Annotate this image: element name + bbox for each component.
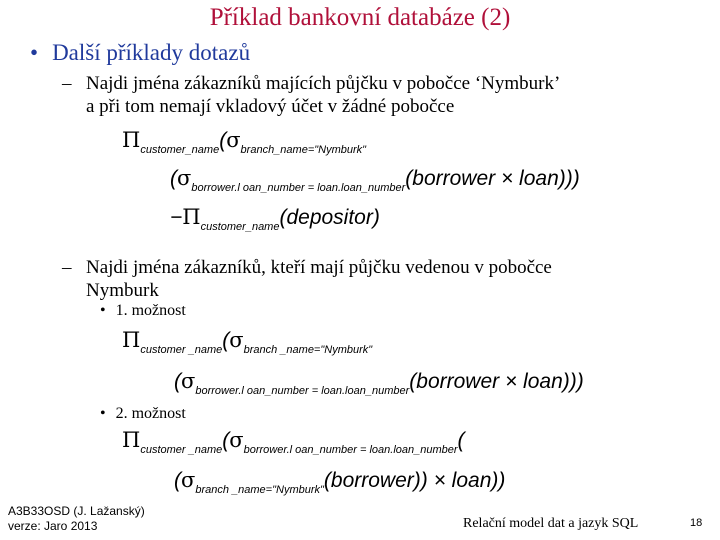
bullet-marker: •	[30, 40, 39, 65]
q1-branch-condition: branch_name="Nymburk"	[240, 144, 367, 156]
footer-author	[8, 504, 145, 534]
slide-title: Příklad bankovní databáze (2)	[209, 4, 511, 31]
page-number: 18	[690, 517, 703, 529]
q2-opt1-formula-line2: ($\sigma_{borrower.l oan\_number = loan.loan\_number}(borrower$ × loan)))	[174, 369, 584, 397]
query1-line2: a při tom nemají vkladový účet v žádné pobočce	[86, 96, 455, 117]
q2-opt2-branch-condition: branch _name="Nymburk"	[195, 484, 324, 496]
sigma-symbol: σ	[177, 166, 192, 190]
q1-join-condition: borrower.l oan_number = loan.loan_number	[191, 182, 406, 194]
q1-projection-attr2: customer_name	[200, 221, 280, 233]
q1-depositor: (depositor)	[279, 206, 380, 229]
footer-version-line: verze: Jaro 2013	[8, 519, 98, 533]
q1-paren: (	[219, 129, 227, 152]
q2-opt2-relation: (borrower)) × loan))	[323, 469, 506, 492]
query2-line1: Najdi jména zákazníků, kteří mají půjčku vedenou v pobočce	[86, 257, 552, 278]
sigma-symbol: σ	[181, 468, 196, 492]
sigma-symbol: σ	[229, 328, 244, 352]
minus-symbol: −	[170, 206, 183, 229]
pi-symbol: Π	[122, 428, 141, 452]
option2-label: • 2. možnost	[100, 405, 186, 422]
q2-opt1-formula-line1: $\Pi_{customer \_name}(\sigma_{branch \_name="Nymburk"}$	[122, 328, 373, 356]
bullet-text: Další příklady dotazů	[52, 40, 251, 65]
q2-opt2-join-condition: borrower.l oan_number = loan.loan_number	[243, 444, 458, 456]
q2-join-condition: borrower.l oan_number = loan.loan_number	[195, 385, 410, 397]
q1-formula-line1	[122, 128, 367, 156]
q1-formula-line3	[170, 205, 380, 233]
dash-marker: –	[62, 73, 72, 94]
q2-opt2-formula-line1: $\Pi_{customer \_name}(\sigma_{borrower.l oan\_number = loan.loan\_number}$(	[122, 428, 465, 456]
pi-symbol: Π	[122, 128, 141, 152]
q2-projection-attr: customer _name	[140, 344, 223, 356]
q2-relation: (borrower × loan)))	[409, 370, 584, 393]
query1-text	[62, 72, 702, 118]
footer-author-line: A3B33OSD (J. Lažanský)	[8, 504, 145, 518]
query2-line2: Nymburk	[86, 280, 159, 301]
bullet-main	[30, 40, 250, 66]
q1-projection-attr: customer_name	[140, 144, 220, 156]
option1-label: • 1. možnost	[100, 302, 186, 319]
q2-opt2-formula-line2: $(\sigma_{branch \_name="Nymburk"}(borrower))$ × loan))	[174, 468, 506, 496]
sigma-symbol: σ	[229, 428, 244, 452]
q2-opt2-projection-attr: customer _name	[140, 444, 223, 456]
q1-formula-line2: ($\sigma_{borrower.l oan\_number = loan.loan\_number}(borrower$ × loan)))	[170, 166, 580, 194]
q1-relation: (borrower × loan)))	[405, 167, 580, 190]
pi-symbol: Π	[122, 328, 141, 352]
query1-line1: Najdi jména zákazníků majících půjčku v pobočce ‘Nymburk’	[86, 73, 561, 94]
query2-text	[62, 256, 702, 302]
footer-course-title: Relační model dat a jazyk SQL	[463, 516, 639, 531]
q2-branch-condition: branch _name="Nymburk"	[243, 344, 373, 356]
sigma-symbol: σ	[226, 128, 241, 152]
dash-marker: –	[62, 257, 72, 278]
sigma-symbol: σ	[181, 369, 196, 393]
pi-symbol: Π	[182, 205, 201, 229]
